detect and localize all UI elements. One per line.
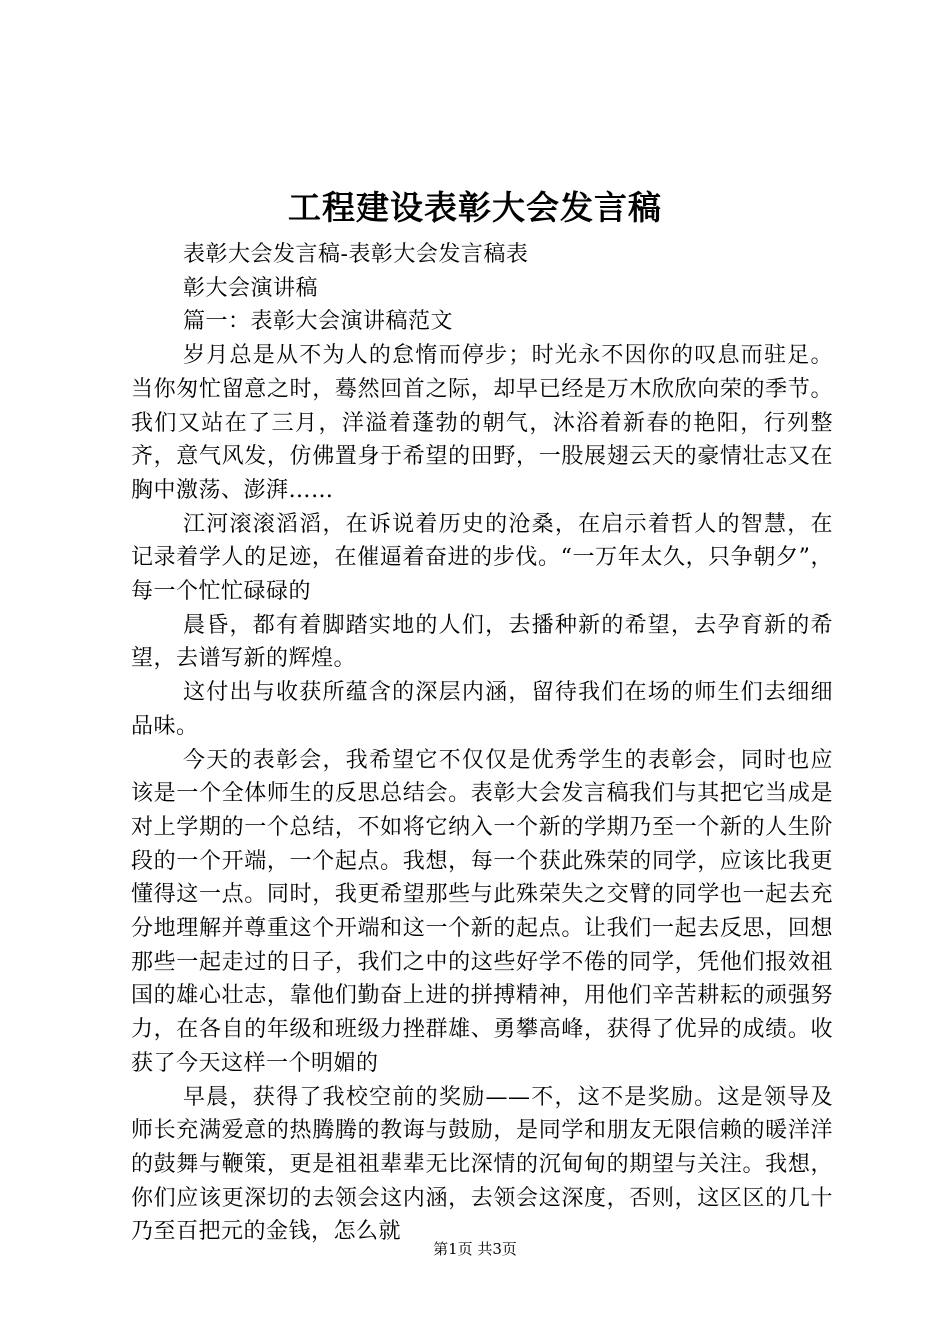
paragraph: 这付出与收获所蕴含的深层内涵，留待我们在场的师生们去细细品味。 bbox=[131, 680, 833, 739]
paragraph: 岁月总是从不为人的怠惰而停步；时光永不因你的叹息而驻足。当你匆忙留意之时，蓦然回首之际，却早已经是万木欣欣向荣的季节。我们又站在了三月，洋溢着蓬勃的朝气，沐浴着新春的艳阳，行列整齐，意气风发，仿佛置身于希望的田野，一股展翅云天的豪情壮志又在胸中激荡、澎湃…… bbox=[131, 343, 833, 503]
paragraph: 江河滚滚滔滔，在诉说着历史的沧桑，在启示着哲人的智慧，在记录着学人的足迹，在催逼着奋进的步伐。“一万年太久，只争朝夕”，每一个忙忙碌碌的 bbox=[131, 511, 833, 605]
paragraph: 晨昏，都有着脚踏实地的人们，去播种新的希望，去孕育新的希望，去谱写新的辉煌。 bbox=[131, 612, 833, 672]
document-body bbox=[131, 238, 833, 1249]
paragraph: 篇一：表彰大会演讲稿范文 bbox=[183, 309, 454, 335]
paragraph: 今天的表彰会，我希望它不仅仅是优秀学生的表彰会，同时也应该是一个全体师生的反思总结会。表彰大会发言稿我们与其把它当成是对上学期的一个总结，不如将它纳入一个新的学期乃至一个新的人生阶段的一个开端，一个起点。我想，每一个获此殊荣的同学，应该比我更懂得这一点。同时，我更希望那些与此殊荣失之交臂的同学也一起去充分地理解并尊重这个开端和这一个新的起点。让我们一起去反思，回想那些一起走过的日子，我们之中的这些好学不倦的同学，凭他们报效祖国的雄心壮志，靠他们勤奋上进的拼搏精神，用他们辛苦耕耘的顽强努力，在各自的年级和班级力挫群雄、勇攀高峰，获得了优异的成绩。收获了今天这样一个明媚的 bbox=[131, 747, 833, 1076]
page-footer: 第1页 共3页 bbox=[433, 1240, 517, 1258]
page-title: 工程建设表彰大会发言稿 bbox=[288, 188, 662, 227]
paragraph: 彰大会演讲稿 bbox=[183, 275, 319, 301]
paragraph: 早晨，获得了我校空前的奖励——不，这不是奖励。这是领导及师长充满爱意的热腾腾的教诲与鼓励，是同学和朋友无限信赖的暖洋洋的鼓舞与鞭策，更是祖祖辈辈无比深情的沉甸甸的期望与关注。我想，你们应该更深切的去领会这内涵，去领会这深度，否则，这区区的几十乃至百把元的金钱，怎么就 bbox=[131, 1084, 833, 1245]
paragraph: 表彰大会发言稿-表彰大会发言稿表 bbox=[183, 242, 529, 267]
